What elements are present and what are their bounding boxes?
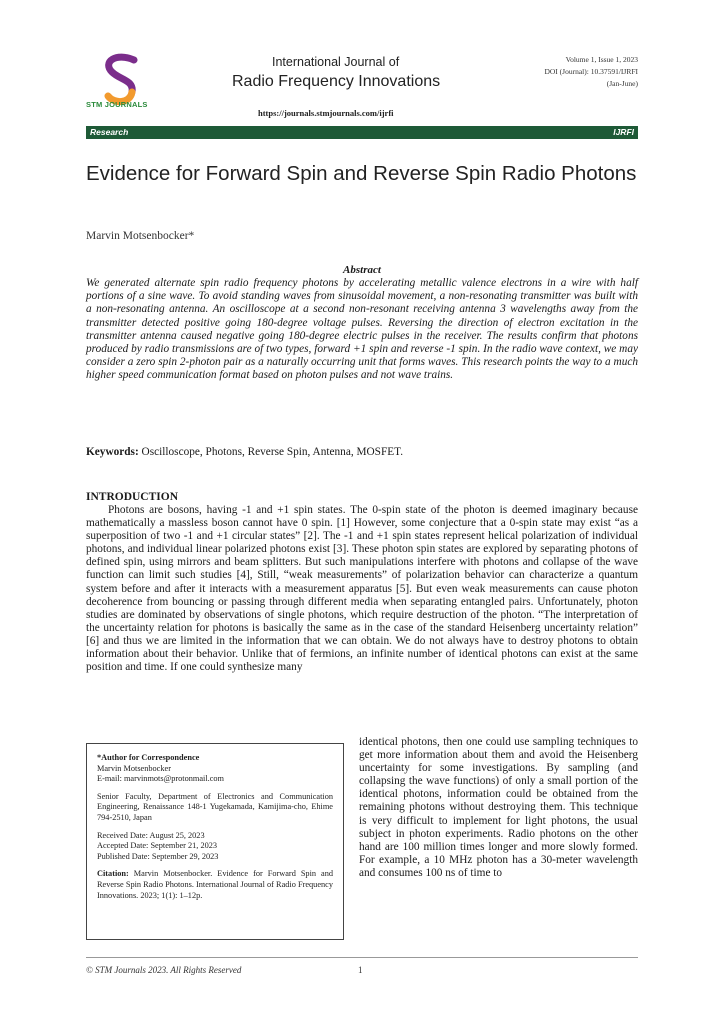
- introduction-heading: INTRODUCTION: [86, 491, 179, 503]
- volume-issue: Volume 1, Issue 1, 2023: [565, 55, 638, 64]
- journal-name-line2: Radio Frequency Innovations: [232, 73, 441, 90]
- journal-name-line1: International Journal of: [272, 55, 400, 69]
- section-bar: [86, 126, 638, 139]
- footer-divider: [86, 957, 638, 958]
- journal-url-link[interactable]: https://journals.stmjournals.com/ijrfi: [258, 108, 394, 118]
- page-number: 1: [358, 965, 363, 975]
- volume-info: [544, 54, 638, 90]
- abstract-heading: Abstract: [343, 264, 381, 276]
- received-date: Received Date: August 25, 2023: [97, 830, 205, 840]
- section-label: Research: [90, 127, 129, 137]
- author-name: Marvin Motsenbocker*: [86, 230, 195, 242]
- keywords-list: Oscilloscope, Photons, Reverse Spin, Antenna, MOSFET.: [141, 446, 404, 458]
- correspondence-heading: *Author for Correspondence: [97, 753, 200, 762]
- correspondence-box: [86, 743, 344, 940]
- article-title: Evidence for Forward Spin and Reverse Spin Radio Photons: [86, 162, 637, 185]
- introduction-paragraph: Photons are bosons, having -1 and +1 spin states. The 0-spin state of the photon is deemed imaginary because mathematically a massless boson cannot have 0 spin. [1] However, some conjecture that a 0-spin state may exist “as a superposition of two -1 and +1 circular states” [2]. The -1 and +1 spin states represent helical polarization of individual photons, and individual linear polarized photons exist [3]. These photon spin states are explored by separating photons of defined spin, using mirrors and beam splitters. But such manipulations interfere with photons and collapse of the wave function can limit such studies [4], Still, “weak measurements” of polarization behavior can characterize a quantum system before and after it interacts with a measurement apparatus [5]. But even weak measurements can cause photon decoherence from bouncing or passing through different media when separating entangled pairs. Unfortunately, photon studies are dominated by observations of single photons, which require destruction of the photon. “The interpretation of the uncertainty relation for photons is basically the same as in the case of the standard Heisenberg uncertainty relation” [6] and thus we are limited in the information that we can obtain. We do not always have to destroy photons to obtain information about their behavior. Unlike that of fermions, an infinite number of identical photons can exist at the same position and time. If one could synthesize many: [86, 504, 638, 674]
- keywords: [86, 446, 638, 458]
- footer-copyright: © STM Journals 2023. All Rights Reserved: [86, 965, 242, 975]
- keywords-label: Keywords:: [86, 446, 139, 458]
- abstract-text: We generated alternate spin radio frequency photons by accelerating metallic valence electrons in a wire with half portions of a sine wave. To avoid standing waves from sinusoidal movement, a non-resonating transmitter was built with a non-resonating antenna. An oscilloscope at a second non-resonant receiving antenna 3 wavelengths away from the transmitter detected positive going 180-degree voltage pulses. Reversing the direction of electron excitation in the transmitter antenna caused negative going 180-degree electric pulses in the receiver. The results confirm that photons produced by radio transmissions are of two types, forward +1 spin and reverse -1 spin. In the radio wave context, we may consider a zero spin 2-photon pair as a naturally occurring unit that forms waves. This research points the way to a much higher speed communication format based on photon pulses and not wave trains.: [86, 277, 638, 382]
- journal-doi: DOI (Journal): 10.37591/IJRFI: [544, 67, 638, 76]
- citation-text: Marvin Motsenbocker. Evidence for Forward Spin and Reverse Spin Radio Photons. International Journal of Radio Frequency Innovations. 2023; 1(1): 1–12p.: [97, 869, 333, 900]
- correspondence-email[interactable]: E-mail: marvinmots@protonmail.com: [97, 774, 225, 784]
- issue-period: (Jan-June): [606, 79, 638, 88]
- logo-text: STM JOURNALS: [86, 100, 148, 109]
- accepted-date: Accepted Date: September 21, 2023: [97, 841, 218, 851]
- correspondence-affiliation: Senior Faculty, Department of Electronics and Communication Engineering, Renaissance 148-1 Yugekamada, Kamijima-cho, Ehime 794-2510, Japan: [97, 791, 333, 822]
- journal-abbrev: IJRFI: [613, 127, 634, 137]
- published-date: Published Date: September 29, 2023: [97, 851, 219, 861]
- citation-label: Citation:: [97, 869, 129, 879]
- correspondence-name: Marvin Motsenbocker: [97, 763, 171, 773]
- introduction-continuation: identical photons, then one could use sampling techniques to get more information about them and avoid the Heisenberg uncertainty for some investigations. By sampling (and collapsing the wave functions) of only a small portion of the identical photons, information could be obtained from the remaining photons without destroying them. This technique is very difficult to implement for light photons, the usual subject in photon experiments. Radio photons on the other hand are 100 million times longer and more slowly formed. For example, a 10 MHz photon has a 30-meter wavelength and consumes 100 ns of time to: [359, 736, 638, 879]
